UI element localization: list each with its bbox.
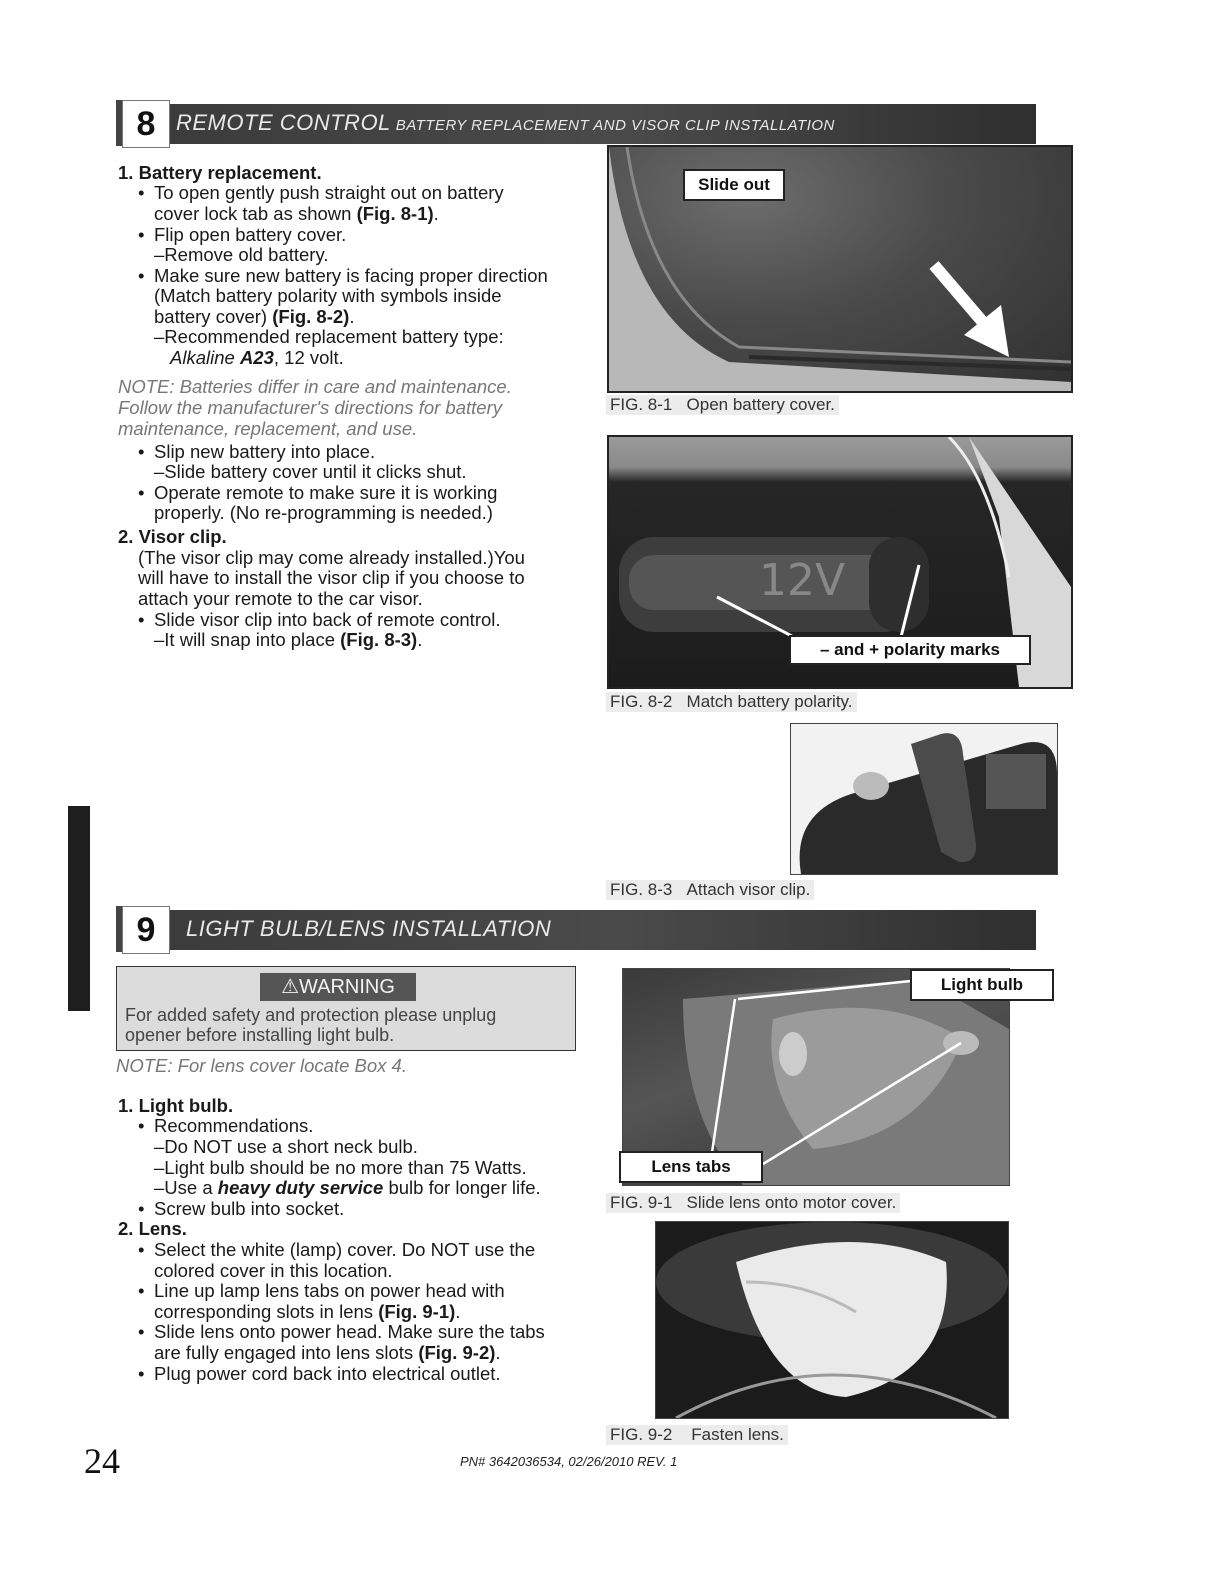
- step-title: Light bulb.: [138, 1095, 234, 1116]
- bullet-icon: •: [138, 1239, 145, 1260]
- text-line: (Match battery polarity with symbols inside: [154, 285, 502, 306]
- section-number: 9: [122, 906, 170, 954]
- bullet-line: [138, 225, 346, 246]
- warning-icon: ⚠: [281, 976, 299, 998]
- section-number: 8: [122, 100, 170, 148]
- step-number: 1.: [118, 162, 134, 183]
- figure-callout: Lens tabs: [619, 1151, 763, 1183]
- text: –It will snap into place: [154, 629, 341, 650]
- bullet-icon: •: [138, 609, 145, 630]
- text-line: attach your remote to the car visor.: [138, 588, 423, 609]
- step-title: Visor clip.: [138, 526, 227, 547]
- text: Slide lens onto power head. Make sure the tabs: [154, 1321, 545, 1342]
- text-line: [154, 1343, 501, 1364]
- text: .: [433, 203, 439, 224]
- bullet-line: [138, 1364, 501, 1385]
- figure-8-1-photo: [607, 145, 1073, 393]
- bullet-icon: •: [138, 1115, 145, 1136]
- bullet-line: [138, 1322, 545, 1343]
- text: Screw bulb into socket.: [154, 1198, 345, 1219]
- part-number-footer: PN# 3642036534, 02/26/2010 REV. 1: [460, 1454, 678, 1469]
- battery-voltage-label: 12V: [759, 555, 846, 606]
- text-line: properly. (No re-programming is needed.): [154, 502, 493, 523]
- text: Operate remote to make sure it is working: [154, 482, 498, 503]
- figure-caption-text: Slide lens onto motor cover.: [686, 1193, 897, 1212]
- figure-callout: Slide out: [683, 169, 785, 201]
- text-line: [154, 204, 439, 225]
- bullet-line: [138, 266, 548, 287]
- text: bulb for longer life.: [383, 1177, 541, 1198]
- figure-reference: (Fig. 8-3): [340, 629, 418, 650]
- text: .: [495, 1342, 501, 1363]
- text: are fully engaged into lens slots: [154, 1342, 419, 1363]
- text-line: [170, 348, 344, 369]
- text-line: [154, 307, 354, 328]
- warning-box: [116, 966, 576, 1051]
- text: Flip open battery cover.: [154, 224, 347, 245]
- text-line: colored cover in this location.: [154, 1260, 393, 1281]
- step-title: Battery replacement.: [138, 162, 322, 183]
- text: battery cover): [154, 306, 273, 327]
- note-line: Follow the manufacturer's directions for battery: [118, 397, 502, 418]
- figure-caption: [606, 1425, 788, 1445]
- step-number: 2.: [118, 1218, 134, 1239]
- bullet-line: [138, 1116, 313, 1137]
- figure-caption-text: Fasten lens.: [691, 1425, 784, 1444]
- text: , 12 volt.: [273, 347, 344, 368]
- warning-text: For added safety and protection please unplug: [125, 1005, 497, 1025]
- bullet-line: [138, 1240, 535, 1261]
- visor-clip-illustration: [791, 724, 1057, 874]
- step-heading: [118, 1219, 187, 1240]
- text-line: (The visor clip may come already installed.)You: [138, 547, 525, 568]
- bullet-line: [138, 1281, 505, 1302]
- figure-reference: (Fig. 9-2): [418, 1342, 496, 1363]
- figure-callout: – and + polarity marks: [789, 635, 1031, 665]
- note-line: maintenance, replacement, and use.: [118, 418, 418, 439]
- warning-label-text: WARNING: [299, 976, 395, 998]
- step-number: 1.: [118, 1095, 134, 1116]
- warning-label: [260, 973, 416, 1001]
- figure-reference: (Fig. 8-1): [356, 203, 434, 224]
- bullet-icon: •: [138, 1280, 145, 1301]
- section-title-main: REMOTE CONTROL: [176, 110, 391, 135]
- warning-text: opener before installing light bulb.: [125, 1025, 395, 1045]
- text: To open gently push straight out on battery: [154, 182, 504, 203]
- text: Slip new battery into place.: [154, 441, 376, 462]
- step-heading: [118, 1096, 233, 1117]
- text: Slide visor clip into back of remote control.: [154, 609, 501, 630]
- section-title-sub: BATTERY REPLACEMENT AND VISOR CLIP INSTALLATION: [395, 117, 835, 134]
- bullet-icon: •: [138, 1321, 145, 1342]
- step-number: 2.: [118, 526, 134, 547]
- text: cover lock tab as shown: [154, 203, 357, 224]
- text-line: will have to install the visor clip if you choose to: [138, 567, 525, 588]
- text: Select the white (lamp) cover. Do NOT use the: [154, 1239, 536, 1260]
- figure-number: FIG. 8-3: [610, 880, 673, 899]
- step-heading: [118, 163, 322, 184]
- bullet-icon: •: [138, 441, 145, 462]
- figure-caption-text: Attach visor clip.: [686, 880, 811, 899]
- arrow-icon: [609, 147, 1071, 391]
- bullet-line: [138, 483, 497, 504]
- bullet-icon: •: [138, 482, 145, 503]
- sub-line: [154, 1178, 541, 1199]
- bullet-icon: •: [138, 1198, 145, 1219]
- figure-caption-text: Open battery cover.: [686, 395, 835, 414]
- note-line: NOTE: For lens cover locate Box 4.: [116, 1055, 407, 1076]
- bullet-line: [138, 610, 501, 631]
- sub-line: –Remove old battery.: [154, 244, 329, 265]
- bullet-icon: •: [138, 224, 145, 245]
- figure-number: FIG. 9-2: [610, 1425, 673, 1444]
- sub-line: –Light bulb should be no more than 75 Watts.: [154, 1157, 527, 1178]
- bullet-line: [138, 442, 375, 463]
- sub-line: –Recommended replacement battery type:: [154, 326, 504, 347]
- figure-8-3-photo: [790, 723, 1058, 875]
- figure-caption: [606, 395, 839, 415]
- figure-9-2-photo: [655, 1221, 1009, 1419]
- text: Line up lamp lens tabs on power head with: [154, 1280, 505, 1301]
- figure-callout: Light bulb: [910, 969, 1054, 1001]
- bullet-line: [138, 1199, 344, 1220]
- battery-type: A23: [239, 347, 274, 368]
- text: Plug power cord back into electrical outlet.: [154, 1363, 501, 1384]
- text: –Use a: [154, 1177, 218, 1198]
- section-title: LIGHT BULB/LENS INSTALLATION: [186, 916, 552, 941]
- text: corresponding slots in lens: [154, 1301, 379, 1322]
- text: .: [349, 306, 355, 327]
- page-number: 24: [84, 1441, 120, 1481]
- sub-line: –Do NOT use a short neck bulb.: [154, 1136, 418, 1157]
- note-line: NOTE: Batteries differ in care and maintenance.: [118, 376, 512, 397]
- bullet-line: [138, 183, 504, 204]
- lens-illustration: [656, 1222, 1008, 1418]
- figure-caption: [606, 1193, 900, 1213]
- sub-line: [154, 630, 422, 651]
- figure-caption: [606, 880, 814, 900]
- figure-number: FIG. 9-1: [610, 1193, 673, 1212]
- sub-line: –Slide battery cover until it clicks shut.: [154, 461, 467, 482]
- margin-tab-marker: [68, 806, 90, 1011]
- bullet-icon: •: [138, 182, 145, 203]
- section-title: [176, 110, 835, 136]
- bullet-icon: •: [138, 1363, 145, 1384]
- figure-number: FIG. 8-2: [610, 692, 673, 711]
- text-line: [154, 1302, 460, 1323]
- figure-caption-text: Match battery polarity.: [686, 692, 853, 711]
- text: Make sure new battery is facing proper direction: [154, 265, 548, 286]
- figure-caption: [606, 692, 857, 712]
- bullet-icon: •: [138, 265, 145, 286]
- step-title: Lens.: [138, 1218, 187, 1239]
- figure-reference: (Fig. 9-1): [378, 1301, 456, 1322]
- emphasis-text: heavy duty service: [217, 1177, 384, 1198]
- step-heading: [118, 527, 227, 548]
- text: .: [417, 629, 423, 650]
- figure-reference: (Fig. 8-2): [272, 306, 350, 327]
- text: Alkaline: [170, 347, 240, 368]
- figure-number: FIG. 8-1: [610, 395, 673, 414]
- text: Recommendations.: [154, 1115, 314, 1136]
- text: .: [455, 1301, 461, 1322]
